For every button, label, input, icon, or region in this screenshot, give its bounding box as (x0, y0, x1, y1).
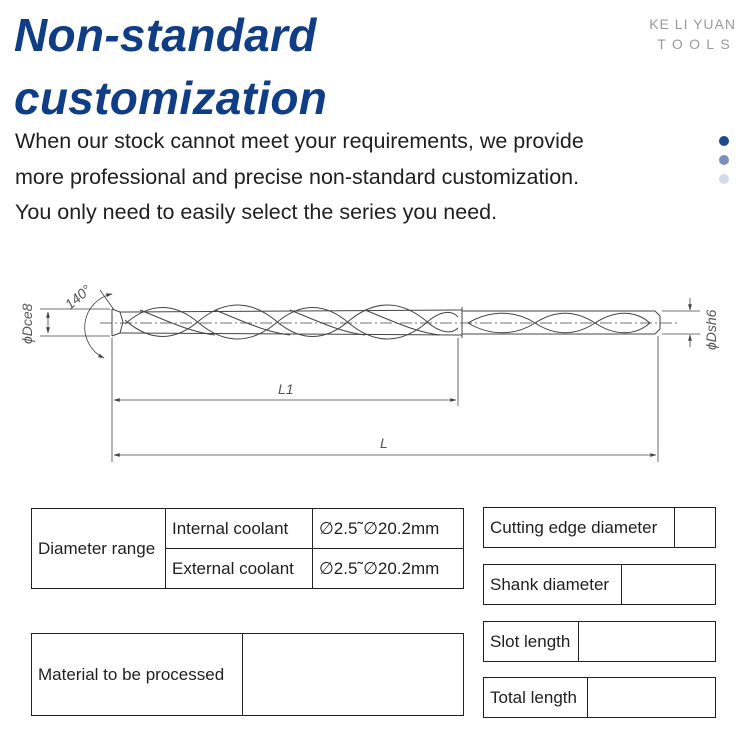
shank-diameter-field (483, 564, 716, 605)
material-table (31, 633, 464, 716)
pager-dot-2[interactable] (719, 155, 729, 165)
description (15, 124, 695, 231)
field-input[interactable] (579, 622, 716, 662)
cutting-diameter-label: ϕDce8 (19, 303, 35, 344)
slot-length-field (483, 621, 716, 662)
coolant-type: Internal coolant (166, 509, 313, 549)
diameter-range-label: Diameter range (32, 509, 166, 589)
cutting-edge-diameter-field (483, 507, 716, 548)
field-label: Shank diameter (484, 565, 622, 605)
drill-technical-drawing (0, 262, 750, 472)
description-line-1: When our stock cannot meet your requirements, we provide (15, 129, 584, 153)
field-label: Cutting edge diameter (484, 508, 675, 548)
coolant-type: External coolant (166, 549, 313, 589)
description-line-2: more professional and precise non-standard customization. (15, 164, 580, 189)
total-length-field (483, 677, 716, 718)
diameter-value[interactable]: ∅2.5˜∅20.2mm (313, 549, 464, 589)
page-title-line-1: Non-standard (14, 9, 317, 61)
field-label: Total length (484, 678, 588, 718)
angle-label: 140° (61, 281, 95, 313)
description-line-3: You only need to easily select the series you need. (15, 200, 498, 224)
l-label: L (380, 435, 388, 451)
brand-tagline: TOOLS (657, 36, 736, 52)
diameter-value[interactable]: ∅2.5˜∅20.2mm (313, 509, 464, 549)
pager-dot-1[interactable] (719, 136, 729, 146)
field-input[interactable] (622, 565, 716, 605)
brand-logo (649, 14, 736, 54)
brand-name: KE LI YUAN (649, 16, 736, 32)
field-input[interactable] (588, 678, 716, 718)
pager-dot-3[interactable] (719, 174, 729, 184)
page-title-line-2: customization (14, 72, 328, 124)
material-label: Material to be processed (32, 634, 243, 716)
field-input[interactable] (675, 508, 716, 548)
pager-dots (719, 136, 729, 193)
page-title (14, 4, 327, 130)
diameter-range-table (31, 508, 464, 589)
shank-diameter-label: ϕDsh6 (703, 309, 719, 350)
material-input[interactable] (243, 634, 464, 716)
l1-label: L1 (278, 381, 294, 397)
field-label: Slot length (484, 622, 579, 662)
